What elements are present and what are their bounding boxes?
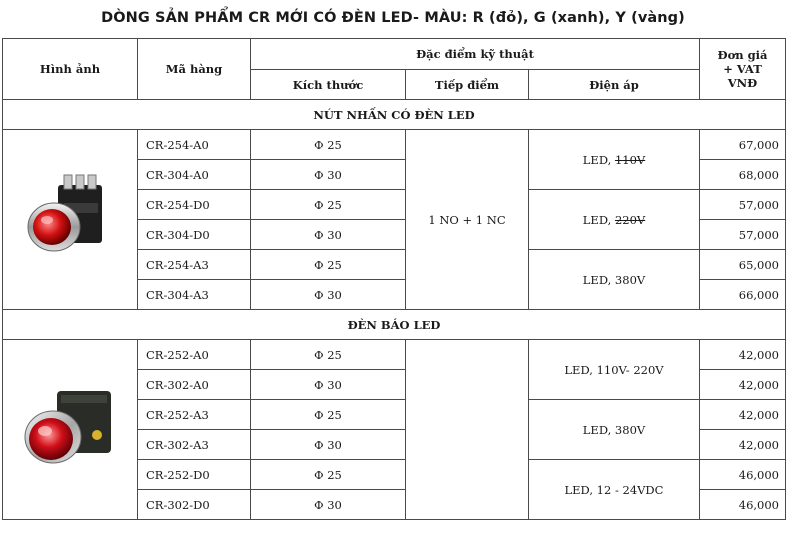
product-code: CR-304-D0: [138, 220, 251, 250]
product-code: CR-254-A3: [138, 250, 251, 280]
header-image: Hình ảnh: [3, 39, 138, 100]
product-size: Φ 30: [251, 430, 406, 460]
product-price: 42,000: [700, 430, 786, 460]
push-button-image: [3, 130, 138, 310]
product-price: 46,000: [700, 490, 786, 520]
header-code: Mã hàng: [138, 39, 251, 100]
product-size: Φ 30: [251, 220, 406, 250]
product-size: Φ 25: [251, 130, 406, 160]
product-code: CR-254-D0: [138, 190, 251, 220]
product-size: Φ 25: [251, 340, 406, 370]
header-price: [700, 39, 786, 100]
voltage-struck: 220V: [614, 212, 646, 227]
product-price: 66,000: [700, 280, 786, 310]
product-price: 57,000: [700, 220, 786, 250]
product-code: CR-252-A0: [138, 340, 251, 370]
product-price: 42,000: [700, 400, 786, 430]
header-price-line3: VNĐ: [727, 76, 758, 90]
product-size: Φ 25: [251, 190, 406, 220]
product-table: [2, 38, 786, 520]
contact-value: [406, 340, 529, 520]
page-title: DÒNG SẢN PHẨM CR MỚI CÓ ĐÈN LED- MÀU: R (đỏ), G (xanh), Y (vàng): [101, 10, 685, 26]
product-price: 67,000: [700, 130, 786, 160]
product-code: CR-304-A3: [138, 280, 251, 310]
product-size: Φ 25: [251, 250, 406, 280]
header-spec-group: Đặc điểm kỹ thuật: [251, 39, 700, 70]
header-price-line2: + VAT: [723, 62, 762, 76]
product-code: CR-254-A0: [138, 130, 251, 160]
product-code: CR-252-A3: [138, 400, 251, 430]
voltage-value: [529, 190, 700, 250]
voltage-value: LED, 110V- 220V: [529, 340, 700, 400]
red-pilot-lamp-icon: [15, 373, 125, 483]
product-code: CR-304-A0: [138, 160, 251, 190]
section-header-pilot-lamp: ĐÈN BÁO LED: [3, 310, 786, 340]
voltage-value: LED, 380V: [529, 250, 700, 310]
voltage-value: LED, 380V: [529, 400, 700, 460]
product-size: Φ 30: [251, 280, 406, 310]
product-code: CR-252-D0: [138, 460, 251, 490]
product-size: Φ 30: [251, 370, 406, 400]
section-header-push-button: NÚT NHẤN CÓ ĐÈN LED: [3, 100, 786, 130]
product-code: CR-302-A0: [138, 370, 251, 400]
product-price: 46,000: [700, 460, 786, 490]
product-price: 42,000: [700, 370, 786, 400]
voltage-prefix: LED,: [582, 212, 615, 227]
contact-value: 1 NO + 1 NC: [406, 130, 529, 310]
product-price: 65,000: [700, 250, 786, 280]
product-size: Φ 25: [251, 400, 406, 430]
product-price: 42,000: [700, 340, 786, 370]
product-code: CR-302-A3: [138, 430, 251, 460]
red-push-button-icon: [20, 163, 120, 273]
product-size: Φ 30: [251, 490, 406, 520]
header-contact: Tiếp điểm: [406, 70, 529, 100]
voltage-struck: 110V: [614, 152, 646, 167]
pilot-lamp-image: [3, 340, 138, 520]
product-code: CR-302-D0: [138, 490, 251, 520]
header-price-line1: Đơn giá: [717, 48, 768, 62]
voltage-value: [529, 130, 700, 190]
header-size: Kích thước: [251, 70, 406, 100]
product-size: Φ 25: [251, 460, 406, 490]
product-price: 57,000: [700, 190, 786, 220]
header-voltage: Điện áp: [529, 70, 700, 100]
voltage-value: LED, 12 - 24VDC: [529, 460, 700, 520]
product-price: 68,000: [700, 160, 786, 190]
product-size: Φ 30: [251, 160, 406, 190]
voltage-prefix: LED,: [582, 152, 615, 167]
